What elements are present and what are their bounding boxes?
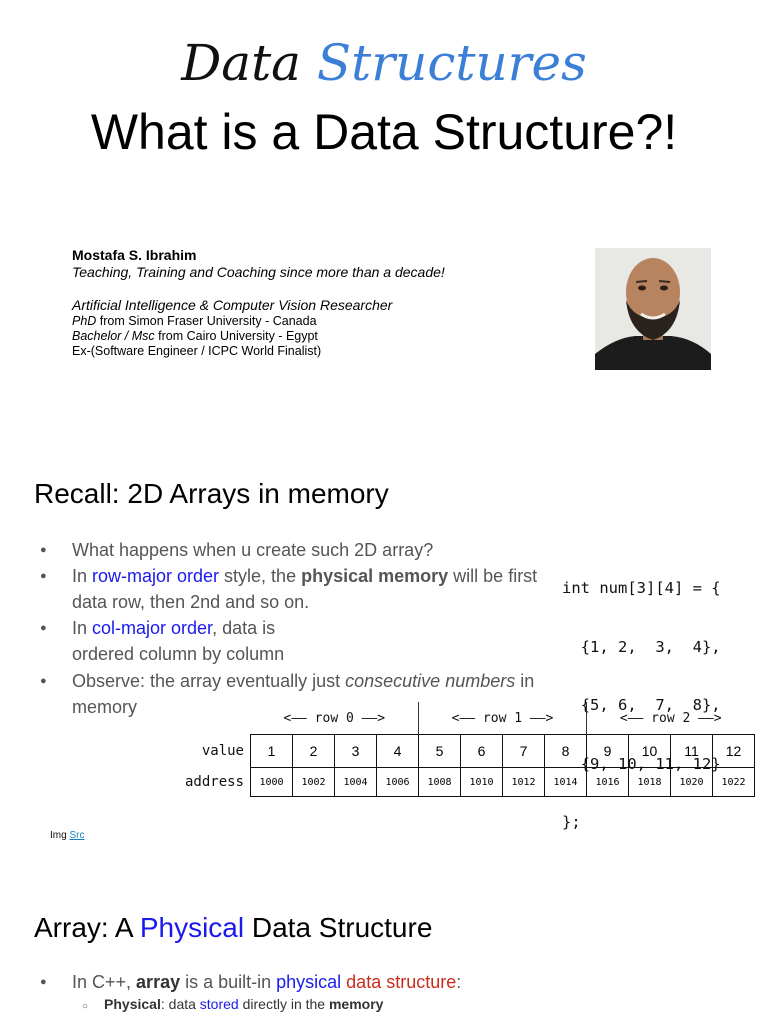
- author-name: Mostafa S. Ibrahim: [72, 247, 197, 263]
- row-2-header: <—— row 2 ——>: [587, 702, 755, 735]
- img-src-link[interactable]: Src: [69, 830, 85, 841]
- author-ex: Ex-(Software Engineer / ICPC World Finalist): [72, 344, 322, 358]
- author-tagline: Teaching, Training and Coaching since more than a decade!: [72, 264, 445, 280]
- row-1-header: <—— row 1 ——>: [419, 702, 587, 735]
- bullet2-text-b: style, the: [219, 566, 302, 586]
- sub-bullet-physical: [82, 996, 383, 1012]
- physical-memory-bold: physical memory: [301, 566, 449, 586]
- bsc-rest: from Cairo University - Egypt: [154, 329, 318, 343]
- address-cell: 1018: [629, 768, 671, 797]
- address-row: [172, 768, 755, 797]
- array-bold: array: [136, 972, 181, 992]
- value-cell: 2: [293, 735, 335, 768]
- author-phd: [72, 314, 582, 329]
- cut-off-text-fragment: [393, 1014, 437, 1026]
- value-row: [172, 735, 755, 768]
- col-major-link[interactable]: col-major order: [92, 618, 213, 638]
- bullet3-text-b: , data is ordered column by column: [72, 618, 285, 664]
- page-title: What is a Data Structure?!: [90, 104, 678, 160]
- image-source: [50, 830, 84, 841]
- sec2-bullet-a: In C++,: [72, 972, 137, 992]
- script-title: [0, 28, 768, 98]
- section1-bullets: [40, 537, 560, 667]
- sub-text-a: : data: [160, 996, 200, 1012]
- sub-physical-bold: Physical: [104, 996, 161, 1012]
- author-info: [72, 248, 582, 359]
- author-role: Artificial Intelligence & Computer Vision Researcher: [72, 297, 393, 313]
- address-label: address: [184, 774, 244, 790]
- img-src-label: Img: [50, 830, 70, 841]
- value-cell: 11: [671, 735, 713, 768]
- bullet3-text-a: In: [72, 618, 93, 638]
- code-line: {1, 2, 3, 4},: [562, 637, 721, 656]
- bullet2-text-c: will be first data row, then 2nd and so on.: [72, 566, 538, 612]
- value-cell: 12: [713, 735, 755, 768]
- row-0-header: <—— row 0 ——>: [283, 710, 386, 726]
- bullet-what-happens: [40, 537, 560, 563]
- row-major-link[interactable]: row-major order: [92, 566, 220, 586]
- section2-bullets: [40, 969, 560, 995]
- sec2-heading-a: Array: A: [34, 912, 140, 943]
- value-cell: 6: [461, 735, 503, 768]
- bullet1-text: What happens when u create such 2D array?: [72, 540, 434, 560]
- consecutive-numbers-em: consecutive numbers: [345, 671, 516, 691]
- author-photo: [595, 248, 711, 370]
- value-cell: 3: [335, 735, 377, 768]
- row-header-row: [172, 702, 755, 735]
- address-cell: 1008: [419, 768, 461, 797]
- author-bsc: [72, 329, 582, 344]
- value-cell: 4: [377, 735, 419, 768]
- value-cell: 5: [419, 735, 461, 768]
- sub-stored: stored: [199, 996, 239, 1012]
- phd-rest: from Simon Fraser University - Canada: [96, 314, 317, 328]
- sub-memory-bold: memory: [328, 996, 384, 1012]
- value-cell: 7: [503, 735, 545, 768]
- sec2-bullet-c: :: [456, 972, 462, 992]
- bullet-col-major: [40, 615, 332, 667]
- section-heading-physical-ds: [34, 912, 432, 944]
- address-cell: 1004: [335, 768, 377, 797]
- bullet-array-builtin: [40, 969, 672, 995]
- value-label: value: [201, 743, 244, 759]
- sec2-bullet-physical: physical: [276, 972, 342, 992]
- bullet4-text-a: Observe: the array eventually just: [72, 671, 346, 691]
- sec2-bullet-data-structure: data structure: [341, 972, 457, 992]
- address-cell: 1010: [461, 768, 503, 797]
- code-snippet: [562, 540, 721, 852]
- address-cell: 1002: [293, 768, 335, 797]
- code-line: };: [562, 813, 581, 831]
- address-cell: 1012: [503, 768, 545, 797]
- sec2-heading-b: Data Structure: [244, 912, 433, 943]
- address-cell: 1016: [587, 768, 629, 797]
- phd-label: PhD: [72, 314, 97, 328]
- address-cell: 1000: [251, 768, 293, 797]
- address-cell: 1020: [671, 768, 713, 797]
- value-cell: 1: [251, 735, 293, 768]
- sub-text-b: directly in the: [238, 996, 329, 1012]
- script-title-word-data: Data: [181, 34, 301, 92]
- sec2-bullet-b: is a built-in: [180, 972, 277, 992]
- address-cell: 1022: [713, 768, 755, 797]
- address-cell: 1006: [377, 768, 419, 797]
- script-title-word-structures: Structures: [316, 34, 587, 92]
- value-cell: 8: [545, 735, 587, 768]
- value-cell: 9: [587, 735, 629, 768]
- memory-layout-table: [172, 702, 755, 797]
- bullet2-text-a: In: [72, 566, 93, 586]
- sec2-heading-physical: Physical: [139, 912, 245, 943]
- value-cell: 10: [629, 735, 671, 768]
- bsc-label: Bachelor / Msc: [72, 329, 155, 343]
- code-line: int num[3][4] = {: [562, 579, 721, 597]
- code-line: {5, 6, 7, 8},: [562, 696, 721, 714]
- bullet4-text-b: in memory: [72, 671, 535, 717]
- code-line: {9, 10, 11, 12}: [562, 754, 721, 773]
- bullet-row-major: [40, 563, 560, 615]
- section-heading-2d-arrays: Recall: 2D Arrays in memory: [34, 478, 389, 509]
- address-cell: 1014: [545, 768, 587, 797]
